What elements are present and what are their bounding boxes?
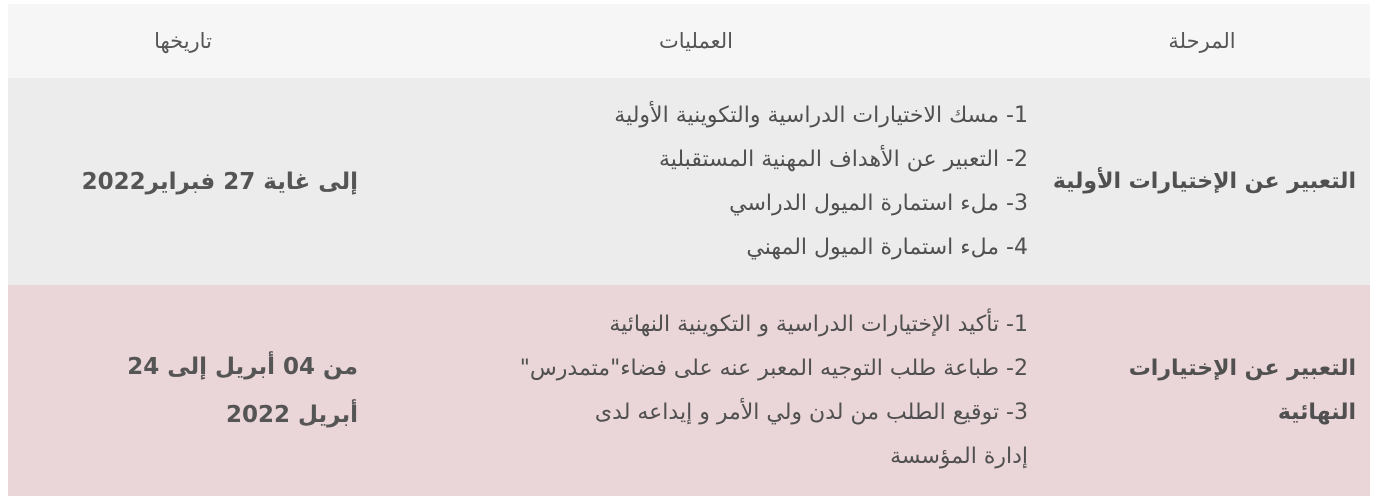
operations-list bbox=[520, 303, 1028, 479]
operations-list bbox=[614, 94, 1028, 270]
operation-item: 3- ملء استمارة الميول الدراسي bbox=[729, 190, 1028, 216]
header-phase bbox=[1034, 4, 1370, 78]
header-phase-label: المرحلة bbox=[1168, 29, 1236, 53]
date-value: إلى غاية 27 فبراير2022 bbox=[81, 168, 358, 195]
date-cell bbox=[8, 285, 358, 496]
header-date-label: تاريخها bbox=[154, 29, 212, 53]
operation-item: 2- التعبير عن الأهداف المهنية المستقبلية bbox=[658, 146, 1028, 172]
operation-item: 1- تأكيد الإختيارات الدراسية و التكوينية النهائية bbox=[609, 311, 1028, 337]
operation-item: 4- ملء استمارة الميول المهني bbox=[746, 234, 1028, 260]
header-operations bbox=[358, 4, 1034, 78]
operation-item: 1- مسك الاختيارات الدراسية والتكوينية الأولية bbox=[614, 102, 1028, 128]
phase-name: التعبير عن الإختيارات النهائية bbox=[1128, 355, 1356, 425]
operation-item: 3- توقيع الطلب من لدن ولي الأمر و إيداعه لدى إدارة المؤسسة bbox=[594, 399, 1028, 469]
phase-cell bbox=[1034, 78, 1370, 285]
table-row bbox=[8, 78, 1370, 285]
date-cell bbox=[8, 78, 358, 285]
operations-cell bbox=[358, 78, 1034, 285]
phase-name: التعبير عن الإختيارات الأولية bbox=[1052, 168, 1356, 194]
header-operations-label: العمليات bbox=[659, 29, 733, 53]
orientation-schedule-table bbox=[8, 4, 1370, 496]
operations-cell bbox=[358, 285, 1034, 496]
table-header-row bbox=[8, 4, 1370, 78]
header-date bbox=[8, 4, 358, 78]
operation-item: 2- طباعة طلب التوجيه المعبر عنه على فضاء"متمدرس" bbox=[519, 355, 1028, 381]
table-row bbox=[8, 285, 1370, 496]
phase-cell bbox=[1034, 285, 1370, 496]
date-value: من 04 أبريل إلى 24 أبريل 2022 bbox=[127, 353, 358, 428]
